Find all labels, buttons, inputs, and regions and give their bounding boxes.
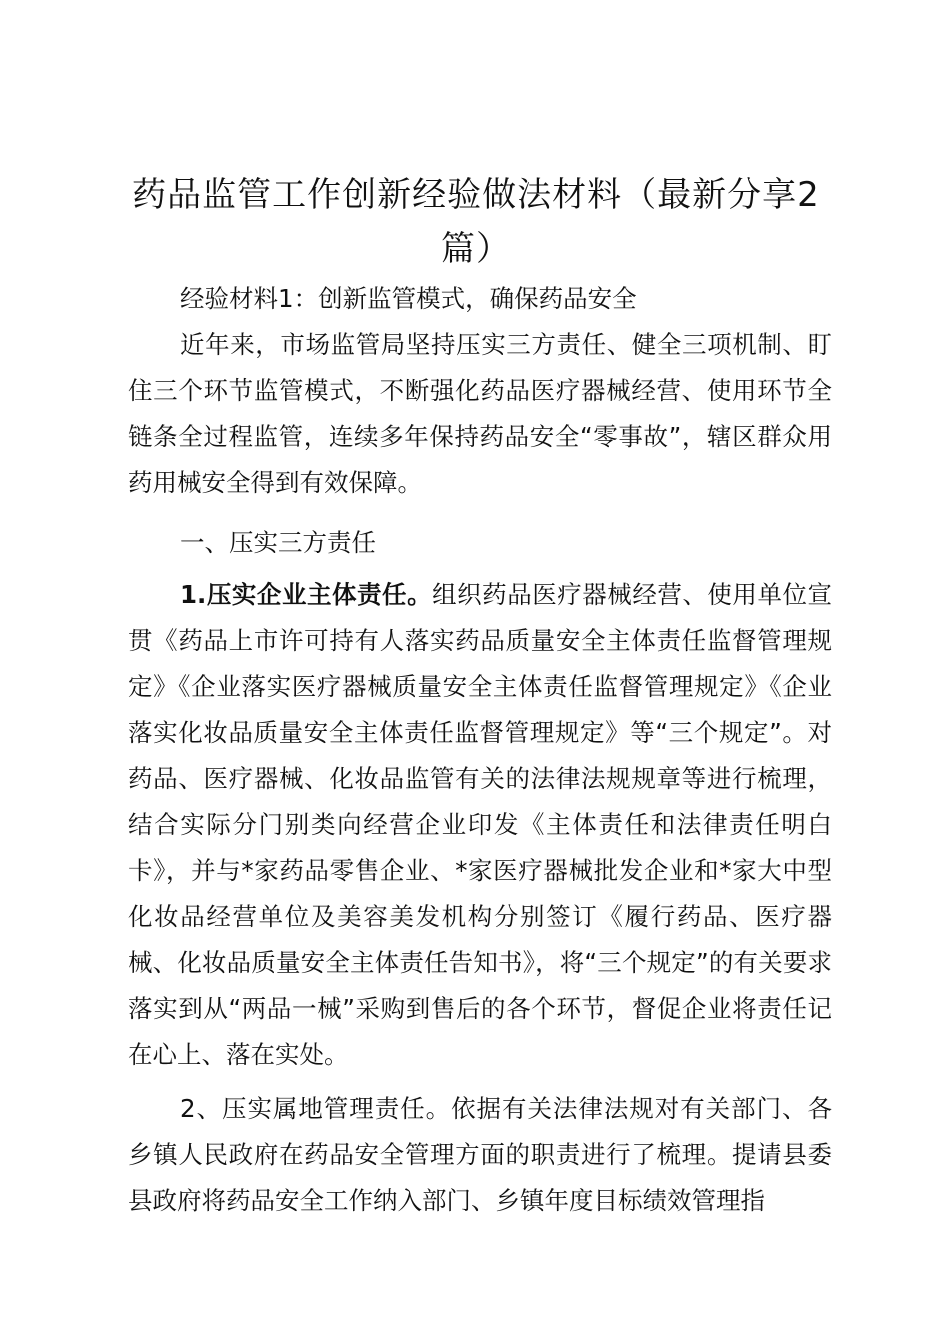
document-body [128,276,832,1224]
material-subtitle: 经验材料1：创新监管模式，确保药品安全 [180,284,637,313]
point-1-body: 组织药品医疗器械经营、使用单位宣贯《药品上市许可持有人落实药品质量安全主体责任监督管理规定》《企业落实医疗器械质量安全主体责任监督管理规定》《企业落实化妆品质量安全主体责任监督管理规定》等“三个规定”。对药品、医疗器械、化妆品监管有关的法律法规规章等进行梳理，结合实际分门别类向经营企业印发《主体责任和法律责任明白卡》，并与*家药品零售企业、*家医疗器械批发企业和*家大中型化妆品经营单位及美容美发机构分别签订《履行药品、医疗器械、化妆品质量安全主体责任告知书》，将“三个规定”的有关要求落实到从“两品一械”采购到售后的各个环节，督促企业将责任记在心上、落在实处。 [128,580,833,1069]
intro-paragraph: 近年来，市场监管局坚持压实三方责任、健全三项机制、盯住三个环节监管模式，不断强化药品医疗器械经营、使用环节全链条全过程监管，连续多年保持药品安全“零事故”，辖区群众用药用械安全得到有效保障。 [128,330,832,497]
point-1-paragraph [128,572,832,1078]
section-heading: 一、压实三方责任 [180,528,376,557]
point-1-lead: 1.压实企业主体责任。 [180,580,433,609]
document-title: 药品监管工作创新经验做法材料（最新分享2篇） [132,175,820,269]
point-2-paragraph: 2、压实属地管理责任。依据有关法律法规对有关部门、各乡镇人民政府在药品安全管理方面的职责进行了梳理。提请县委县政府将药品安全工作纳入部门、乡镇年度目标绩效管理指 [128,1094,832,1215]
